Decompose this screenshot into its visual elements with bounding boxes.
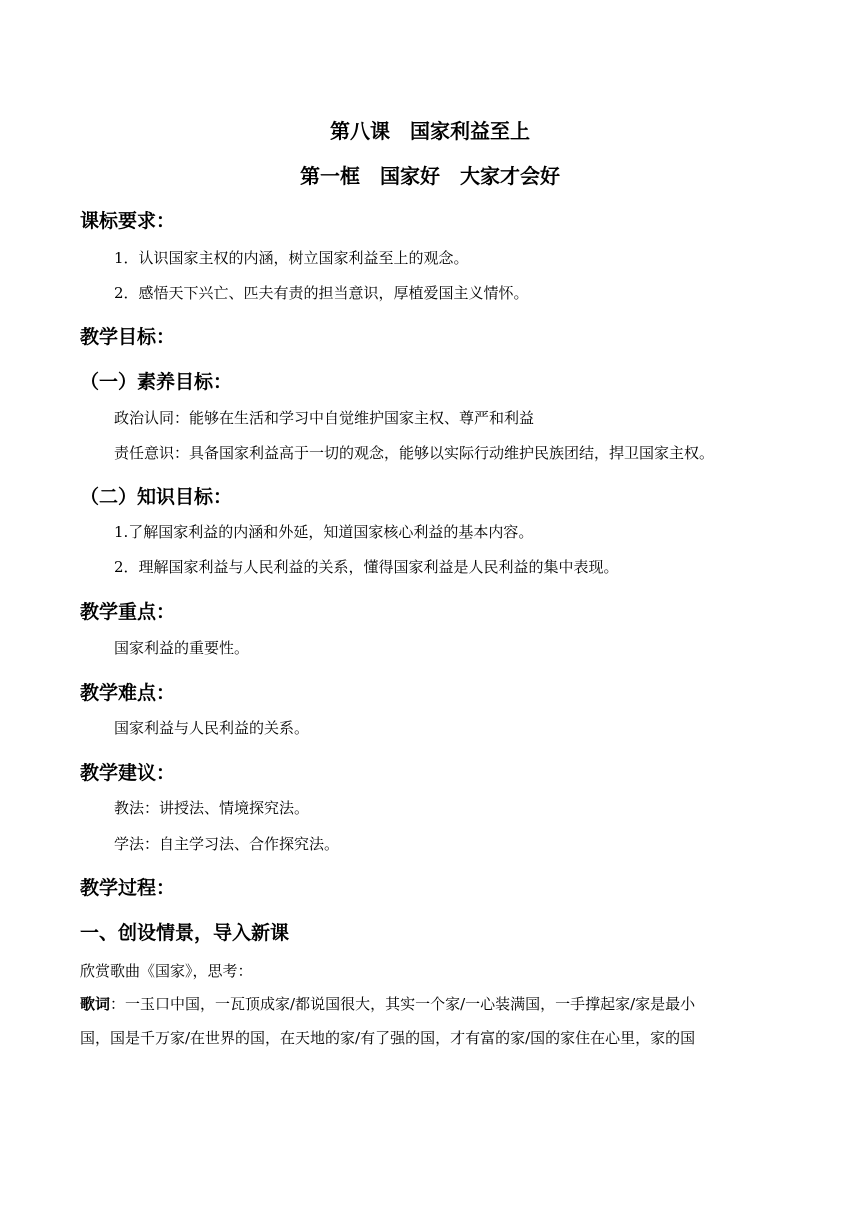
difficulties-text: 国家利益与人民利益的关系。 xyxy=(114,719,310,737)
curriculum-item-2: 2．感悟天下兴亡、匹夫有责的担当意识，厚植爱国主义情怀。 xyxy=(114,284,529,302)
lyrics-text-1: ：一玉口中国，一瓦顶成家/都说国很大，其实一个家/一心装满国，一手撑起家/家是最小 xyxy=(110,995,696,1013)
knowledge-objectives-heading: （二）知识目标： xyxy=(80,486,233,508)
knowledge-item-1: 1.了解国家利益的内涵和外延，知道国家核心利益的基本内容。 xyxy=(114,523,534,541)
key-points-text: 国家利益的重要性。 xyxy=(114,639,250,657)
section-title: 第一框 国家好 大家才会好 xyxy=(300,164,560,188)
lesson-title: 第八课 国家利益至上 xyxy=(330,119,530,143)
lyrics-label: 歌词 xyxy=(80,995,111,1013)
literacy-item-2: 责任意识：具备国家利益高于一切的观念，能够以实际行动维护民族团结，捍卫国家主权。 xyxy=(114,444,715,462)
curriculum-item-1: 1．认识国家主权的内涵，树立国家利益至上的观念。 xyxy=(114,249,469,267)
lyrics-line-1 xyxy=(80,994,695,1014)
suggestions-heading: 教学建议： xyxy=(80,762,176,784)
process-heading: 教学过程： xyxy=(80,877,176,899)
difficulties-heading: 教学难点： xyxy=(80,682,176,704)
step1-heading: 一、创设情景，导入新课 xyxy=(80,922,290,944)
teaching-method: 教法：讲授法、情境探究法。 xyxy=(114,799,310,817)
curriculum-heading: 课标要求： xyxy=(80,210,176,232)
literacy-item-1: 政治认同：能够在生活和学习中自觉维护国家主权、尊严和利益 xyxy=(114,409,535,427)
literacy-objectives-heading: （一）素养目标： xyxy=(80,371,233,393)
intro-text: 欣赏歌曲《国家》，思考： xyxy=(80,962,253,980)
knowledge-item-2: 2．理解国家利益与人民利益的关系，懂得国家利益是人民利益的集中表现。 xyxy=(114,558,619,576)
objectives-heading: 教学目标： xyxy=(80,326,176,348)
learning-method: 学法：自主学习法、合作探究法。 xyxy=(114,835,340,853)
key-points-heading: 教学重点： xyxy=(80,601,176,623)
lyrics-line-2: 国，国是千万家/在世界的国，在天地的家/有了强的国，才有富的家/国的家住在心里，家的国 xyxy=(80,1029,696,1047)
